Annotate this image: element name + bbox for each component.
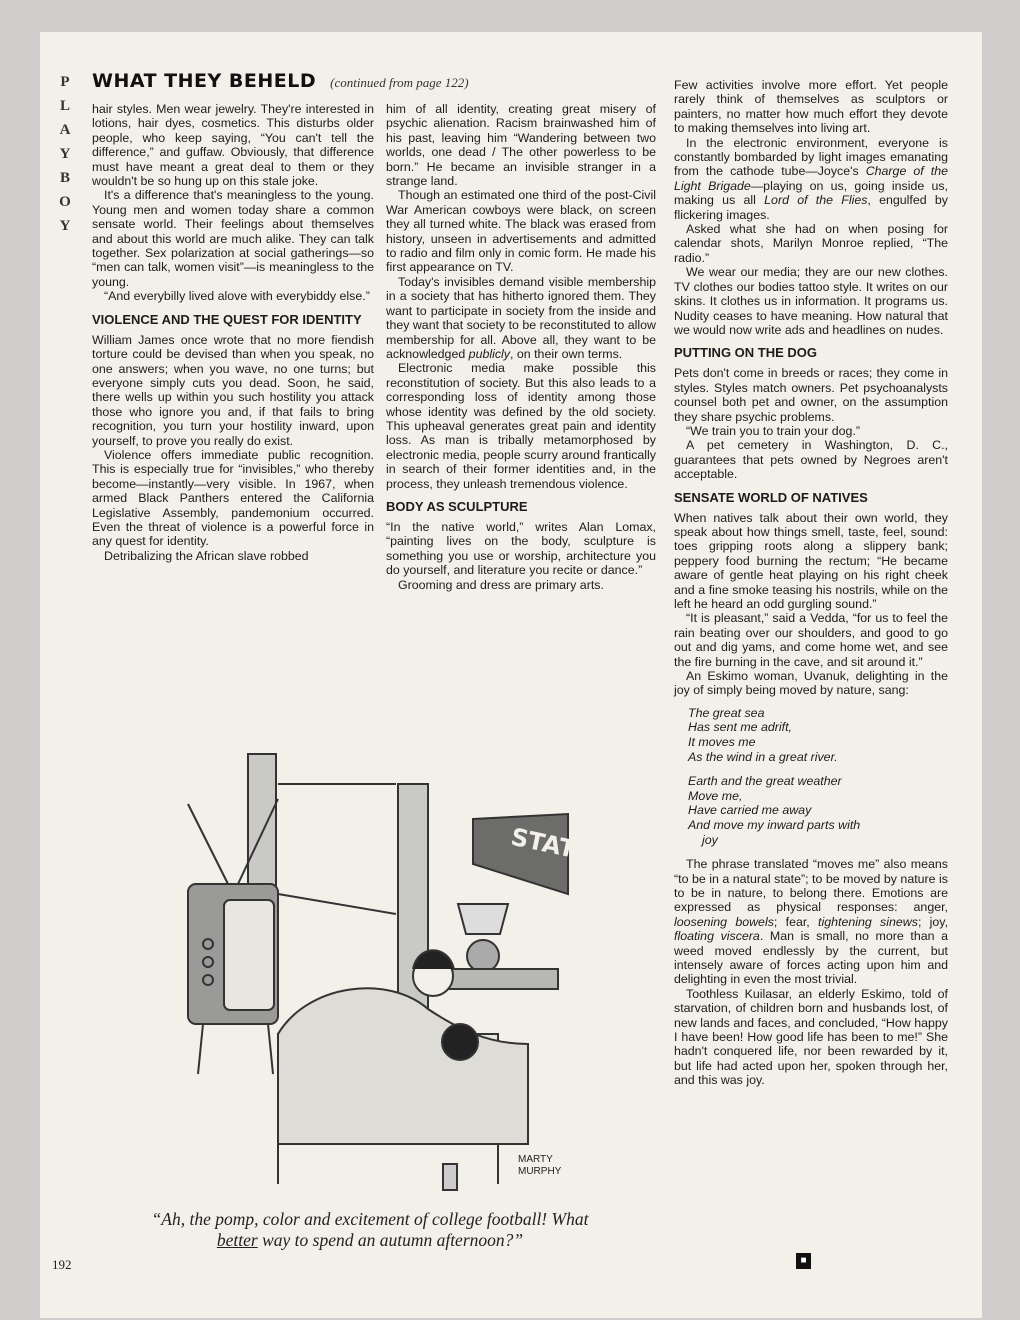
paragraph: William James once wrote that no more fiendish torture could be devised than when you speak, no one answers; when you wave, no one turns; but everyone simply cuts you dead. Soon, he said, there wells up within you such hostility you attack those who ignore you and, if that fails to bring recognition, you turn your hostility inward, upon yourself, to prove you really do exist. — [92, 332, 374, 448]
cartoon-illustration — [128, 744, 594, 1204]
paragraph: We wear our media; they are our new clothes. TV clothes our bodies tattoo style. It writes on our skins. It clothes us in information. It programs us. Nudity ceases to have meaning. How natural that we would now write ads and headlines on nudes. — [674, 265, 948, 337]
article-header — [92, 70, 469, 92]
paragraph: An Eskimo woman, Uvanuk, delighting in the joy of simply being moved by nature, sang: — [674, 669, 948, 698]
paragraph: hair styles. Men wear jewelry. They're interested in lotions, hair dyes, cosmetics. This disturbs older people, who keep saying, “You can't tell the difference,” and guffaw. Obviously, that difference must have meant a great deal to them or they wouldn't be so hung up on this stale joke. — [92, 102, 374, 189]
page-number: 192 — [52, 1257, 72, 1272]
paragraph: “It is pleasant,” said a Vedda, “for us to feel the rain beating over our shoulders, and good to go out and dig yams, and come home wet, and see the fire burning in the cave, and sit around it.” — [674, 611, 948, 669]
poem-stanza: The great sea Has sent me adrift, It moves me As the wind in a great river. — [688, 705, 838, 764]
section-heading: VIOLENCE AND THE QUEST FOR IDENTITY — [92, 311, 362, 327]
article-title: WHAT THEY BEHELD — [92, 70, 317, 92]
section-heading: BODY AS SCULPTURE — [386, 498, 528, 514]
magazine-name-vertical: P L A Y B O Y — [59, 74, 71, 234]
paragraph: The phrase translated “moves me” also means “to be in a natural state”; to be moved by nature is to be in nature, to belong there. Emotions are expressed as physical responses: anger, loosening bowels; fear, tightening sinews; joy, floating viscera. Man is small, no more than a weed moved endlessly by the current, but intensely aware of forces acting upon him and delighting in even the most trivial. — [674, 857, 949, 987]
paragraph: Toothless Kuilasar, an elderly Eskimo, told of starvation, of children born and husbands lost, of new lands and faces, and concluded, “How happy I have been! How good life has been to me!” She hadn't conquered life, nor been rewarded by it, but life had acted upon her, spoken through her, and this was joy. — [674, 986, 948, 1088]
paragraph: Pets don't come in breeds or races; they come in styles. Styles match owners. Pet psychoanalysts counsel both pet and owner, on the assumption they share psychic problems. — [674, 366, 948, 424]
end-mark-icon: ■ — [796, 1253, 811, 1269]
paragraph: “In the native world,” writes Alan Lomax, “painting lives on the body, sculpture is something you use or worship, architecture you do yourself, and literature you recite or dance.” — [386, 519, 656, 578]
column-1 — [92, 102, 374, 563]
paragraph: Grooming and dress are primary arts. — [398, 577, 604, 592]
section-heading: SENSATE WORLD OF NATIVES — [674, 489, 868, 505]
paragraph: “We train you to train your dog.” — [686, 423, 861, 438]
paragraph: Today's invisibles demand visible membership in a society that has hitherto ignored them. They want to participate in society from the inside and they want that society to be reconstituted to allow membership for all. Above all, they want to be acknowledged publicly, on their own terms. — [386, 274, 656, 361]
artist-signature: MURPHY — [518, 1166, 562, 1177]
paragraph: Detribalizing the African slave robbed — [104, 548, 309, 563]
paragraph: Though an estimated one third of the post-Civil War American cowboys were black, on screen they all turned white. The black was erased from history, unseen in advertisements and admitted to radio and film only in comic form. He made his first appearance on TV. — [386, 188, 656, 275]
paragraph: Violence offers immediate public recognition. This is especially true for “invisibles,” who thereby become—instantly—very visible. In 1967, when armed Black Panthers entered the California Legislative Assembly, pandemonium occurred. Even the threat of violence is a powerful force in any quest for identity. — [92, 447, 374, 549]
paragraph: Few activities involve more effort. Yet people rarely think of themselves as sculptors or painters, no matter how much effort they devote to making themselves into living art. — [674, 78, 948, 136]
magazine-page — [40, 32, 982, 1318]
column-2 — [386, 102, 656, 592]
paragraph: In the electronic environment, everyone is constantly bombarded by light images emanating from the cathode tube—Joyce's Charge of the Light Brigade—playing on us, going inside us, making us all Lord of the Flies, engulfed by flickering images. — [674, 135, 948, 222]
paragraph: Asked what she had on when posing for calendar shots, Marilyn Monroe replied, “The radio.” — [674, 222, 948, 265]
paragraph: “And everybilly lived alove with everybiddy else.” — [104, 289, 370, 304]
paragraph: When natives talk about their own world, they speak about how things smell, taste, feel, sound: toes gripping roots along a slippery bank; peppery food burning the rectum; “He became aware of gentle heat playing on his right cheek and a fine smoke teasing his nostrils, while on the left he heard an odd gurgling sound.” — [674, 510, 948, 611]
paragraph: A pet cemetery in Washington, D. C., guarantees that pets owned by Negroes aren't acceptable. — [674, 438, 948, 482]
cartoon-caption: “Ah, the pomp, color and excitement of college football! What better way to spend an autumn afternoon?” — [151, 1209, 589, 1250]
paragraph: Electronic media make possible this reconstitution of society. But this also leads to a corresponding loss of identity among those whose identity was defined by the old society. This upheaval generates great pain and identity loss. As man is tribally metamorphosed by electronic media, people scurry around frantically in search of their former identities and, in the process, they unleash tremendous violence. — [386, 361, 656, 491]
pennant-label: STATE — [508, 822, 594, 868]
artist-signature: MARTY — [518, 1154, 553, 1165]
column-3 — [674, 78, 948, 1088]
paragraph: It's a difference that's meaningless to the young. Young men and women today share a common sensate world. Their feelings about themselves and about this world are much alike. They can talk together. Sex polarization at social gatherings—so “men can talk, women visit”—is meaningless to the young. — [92, 188, 374, 289]
continued-note: (continued from page 122) — [330, 75, 469, 90]
poem-stanza: Earth and the great weather Move me, Have carried me away And move my inward parts with joy — [688, 774, 861, 847]
section-heading: PUTTING ON THE DOG — [674, 345, 817, 361]
paragraph: him of all identity, creating great misery of psychic alienation. Racism brainwashed him of his past, leaving him “Wandering between two worlds, one dead / The other powerless to be born.” He became an invisible stranger in a strange land. — [386, 102, 656, 189]
